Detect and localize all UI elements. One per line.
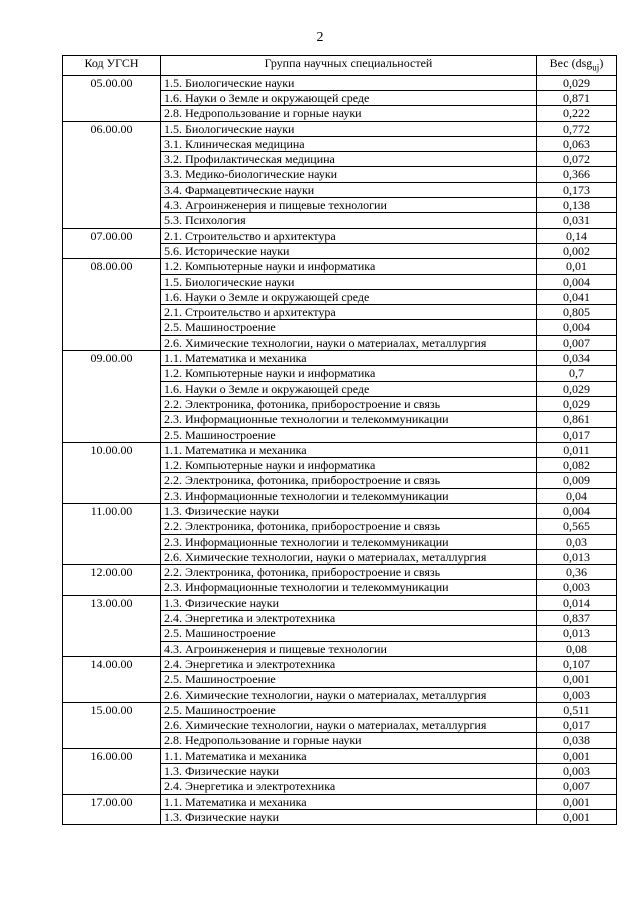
weight-cell: 0,001 bbox=[537, 748, 617, 763]
specialty-cell: 1.2. Компьютерные науки и информатика bbox=[161, 259, 537, 274]
weight-cell: 0,003 bbox=[537, 764, 617, 779]
specialty-cell: 2.4. Энергетика и электротехника bbox=[161, 779, 537, 794]
specialty-cell: 1.1. Математика и механика bbox=[161, 442, 537, 457]
weight-cell: 0,017 bbox=[537, 718, 617, 733]
weight-cell: 0,173 bbox=[537, 182, 617, 197]
specialty-cell: 3.1. Клиническая медицина bbox=[161, 136, 537, 151]
ugsn-code-cell: 08.00.00 bbox=[63, 259, 161, 351]
specialties-weight-table bbox=[62, 55, 617, 825]
header-code: Код УГСН bbox=[63, 56, 161, 76]
specialty-cell: 5.6. Исторические науки bbox=[161, 243, 537, 258]
table-body bbox=[63, 75, 617, 825]
specialty-cell: 1.3. Физические науки bbox=[161, 504, 537, 519]
weight-cell: 0,013 bbox=[537, 626, 617, 641]
weight-cell: 0,004 bbox=[537, 274, 617, 289]
ugsn-code-cell: 14.00.00 bbox=[63, 656, 161, 702]
ugsn-code-cell: 10.00.00 bbox=[63, 442, 161, 503]
weight-cell: 0,837 bbox=[537, 611, 617, 626]
specialty-cell: 3.4. Фармацевтические науки bbox=[161, 182, 537, 197]
weight-cell: 0,08 bbox=[537, 641, 617, 656]
table-row bbox=[63, 748, 617, 763]
specialty-cell: 2.5. Машиностроение bbox=[161, 626, 537, 641]
specialty-cell: 1.1. Математика и механика bbox=[161, 794, 537, 809]
specialty-cell: 2.5. Машиностроение bbox=[161, 320, 537, 335]
weight-cell: 0,004 bbox=[537, 320, 617, 335]
specialty-cell: 1.2. Компьютерные науки и информатика bbox=[161, 458, 537, 473]
weight-cell: 0,029 bbox=[537, 396, 617, 411]
header-weight-prefix: Вес (dsg bbox=[549, 56, 593, 70]
weight-cell: 0,017 bbox=[537, 427, 617, 442]
specialty-cell: 2.1. Строительство и архитектура bbox=[161, 305, 537, 320]
weight-cell: 0,14 bbox=[537, 228, 617, 243]
weight-cell: 0,107 bbox=[537, 656, 617, 671]
header-row bbox=[63, 56, 617, 76]
weight-cell: 0,36 bbox=[537, 565, 617, 580]
weight-cell: 0,861 bbox=[537, 412, 617, 427]
ugsn-code-cell: 11.00.00 bbox=[63, 504, 161, 565]
weight-cell: 0,031 bbox=[537, 213, 617, 228]
weight-cell: 0,871 bbox=[537, 90, 617, 105]
specialty-cell: 4.3. Агроинженерия и пищевые технологии bbox=[161, 641, 537, 656]
ugsn-code-cell: 13.00.00 bbox=[63, 595, 161, 656]
table-row bbox=[63, 442, 617, 457]
weight-cell: 0,003 bbox=[537, 687, 617, 702]
weight-cell: 0,007 bbox=[537, 335, 617, 350]
table-row bbox=[63, 75, 617, 90]
table-row bbox=[63, 504, 617, 519]
specialty-cell: 1.1. Математика и механика bbox=[161, 748, 537, 763]
specialty-cell: 2.2. Электроника, фотоника, приборостроение и связь bbox=[161, 473, 537, 488]
weight-cell: 0,805 bbox=[537, 305, 617, 320]
table-row bbox=[63, 121, 617, 136]
specialty-cell: 2.3. Информационные технологии и телекоммуникации bbox=[161, 488, 537, 503]
weight-cell: 0,038 bbox=[537, 733, 617, 748]
weight-cell: 0,01 bbox=[537, 259, 617, 274]
weight-cell: 0,7 bbox=[537, 366, 617, 381]
specialty-cell: 1.3. Физические науки bbox=[161, 809, 537, 824]
specialty-cell: 5.3. Психология bbox=[161, 213, 537, 228]
ugsn-code-cell: 12.00.00 bbox=[63, 565, 161, 596]
weight-cell: 0,565 bbox=[537, 519, 617, 534]
weight-cell: 0,009 bbox=[537, 473, 617, 488]
header-weight-subscript: uj bbox=[592, 62, 600, 73]
weight-cell: 0,511 bbox=[537, 702, 617, 717]
specialty-cell: 1.6. Науки о Земле и окружающей среде bbox=[161, 90, 537, 105]
specialty-cell: 2.6. Химические технологии, науки о материалах, металлургия bbox=[161, 718, 537, 733]
specialty-cell: 2.3. Информационные технологии и телекоммуникации bbox=[161, 534, 537, 549]
specialty-cell: 2.4. Энергетика и электротехника bbox=[161, 656, 537, 671]
specialty-cell: 2.6. Химические технологии, науки о материалах, металлургия bbox=[161, 335, 537, 350]
specialty-cell: 2.2. Электроника, фотоника, приборостроение и связь bbox=[161, 396, 537, 411]
weight-cell: 0,04 bbox=[537, 488, 617, 503]
table-row bbox=[63, 228, 617, 243]
ugsn-code-cell: 07.00.00 bbox=[63, 228, 161, 259]
specialty-cell: 1.6. Науки о Земле и окружающей среде bbox=[161, 381, 537, 396]
ugsn-code-cell: 15.00.00 bbox=[63, 702, 161, 748]
specialty-cell: 3.3. Медико-биологические науки bbox=[161, 167, 537, 182]
specialty-cell: 2.1. Строительство и архитектура bbox=[161, 228, 537, 243]
specialty-cell: 1.5. Биологические науки bbox=[161, 121, 537, 136]
specialty-cell: 1.3. Физические науки bbox=[161, 595, 537, 610]
specialty-cell: 4.3. Агроинженерия и пищевые технологии bbox=[161, 198, 537, 213]
weight-cell: 0,772 bbox=[537, 121, 617, 136]
weight-cell: 0,011 bbox=[537, 442, 617, 457]
specialty-cell: 2.3. Информационные технологии и телекоммуникации bbox=[161, 412, 537, 427]
weight-cell: 0,013 bbox=[537, 549, 617, 564]
weight-cell: 0,034 bbox=[537, 351, 617, 366]
ugsn-code-cell: 05.00.00 bbox=[63, 75, 161, 121]
table-row bbox=[63, 351, 617, 366]
specialty-cell: 2.6. Химические технологии, науки о материалах, металлургия bbox=[161, 549, 537, 564]
specialty-cell: 1.6. Науки о Земле и окружающей среде bbox=[161, 289, 537, 304]
table-row bbox=[63, 259, 617, 274]
weight-cell: 0,063 bbox=[537, 136, 617, 151]
weight-cell: 0,002 bbox=[537, 243, 617, 258]
weight-cell: 0,029 bbox=[537, 381, 617, 396]
specialty-cell: 2.3. Информационные технологии и телекоммуникации bbox=[161, 580, 537, 595]
weight-cell: 0,072 bbox=[537, 152, 617, 167]
weight-cell: 0,007 bbox=[537, 779, 617, 794]
specialty-cell: 1.1. Математика и механика bbox=[161, 351, 537, 366]
table-row bbox=[63, 702, 617, 717]
page-number: 2 bbox=[316, 30, 324, 45]
specialty-cell: 1.5. Биологические науки bbox=[161, 75, 537, 90]
specialty-cell: 2.5. Машиностроение bbox=[161, 672, 537, 687]
ugsn-code-cell: 06.00.00 bbox=[63, 121, 161, 228]
weight-cell: 0,001 bbox=[537, 809, 617, 824]
specialty-cell: 1.5. Биологические науки bbox=[161, 274, 537, 289]
specialty-cell: 1.3. Физические науки bbox=[161, 764, 537, 779]
weight-cell: 0,014 bbox=[537, 595, 617, 610]
table-row bbox=[63, 656, 617, 671]
header-group: Группа научных специальностей bbox=[161, 56, 537, 76]
specialty-cell: 1.2. Компьютерные науки и информатика bbox=[161, 366, 537, 381]
weight-cell: 0,004 bbox=[537, 504, 617, 519]
weight-cell: 0,029 bbox=[537, 75, 617, 90]
weight-cell: 0,001 bbox=[537, 794, 617, 809]
specialty-cell: 2.5. Машиностроение bbox=[161, 427, 537, 442]
specialty-cell: 2.6. Химические технологии, науки о материалах, металлургия bbox=[161, 687, 537, 702]
specialty-cell: 3.2. Профилактическая медицина bbox=[161, 152, 537, 167]
weight-cell: 0,366 bbox=[537, 167, 617, 182]
table-header bbox=[63, 56, 617, 76]
ugsn-code-cell: 17.00.00 bbox=[63, 794, 161, 825]
weight-cell: 0,041 bbox=[537, 289, 617, 304]
weight-cell: 0,082 bbox=[537, 458, 617, 473]
specialty-cell: 2.2. Электроника, фотоника, приборостроение и связь bbox=[161, 565, 537, 580]
ugsn-code-cell: 09.00.00 bbox=[63, 351, 161, 443]
table-row bbox=[63, 565, 617, 580]
table-row bbox=[63, 794, 617, 809]
header-weight bbox=[537, 56, 617, 76]
weight-cell: 0,222 bbox=[537, 106, 617, 121]
weight-cell: 0,03 bbox=[537, 534, 617, 549]
weight-cell: 0,003 bbox=[537, 580, 617, 595]
ugsn-code-cell: 16.00.00 bbox=[63, 748, 161, 794]
specialty-cell: 2.2. Электроника, фотоника, приборостроение и связь bbox=[161, 519, 537, 534]
specialty-cell: 2.5. Машиностроение bbox=[161, 702, 537, 717]
table-row bbox=[63, 595, 617, 610]
specialty-cell: 2.8. Недропользование и горные науки bbox=[161, 733, 537, 748]
weight-cell: 0,138 bbox=[537, 198, 617, 213]
specialty-cell: 2.4. Энергетика и электротехника bbox=[161, 611, 537, 626]
specialty-cell: 2.8. Недропользование и горные науки bbox=[161, 106, 537, 121]
weight-cell: 0,001 bbox=[537, 672, 617, 687]
header-weight-suffix: ) bbox=[599, 56, 604, 70]
